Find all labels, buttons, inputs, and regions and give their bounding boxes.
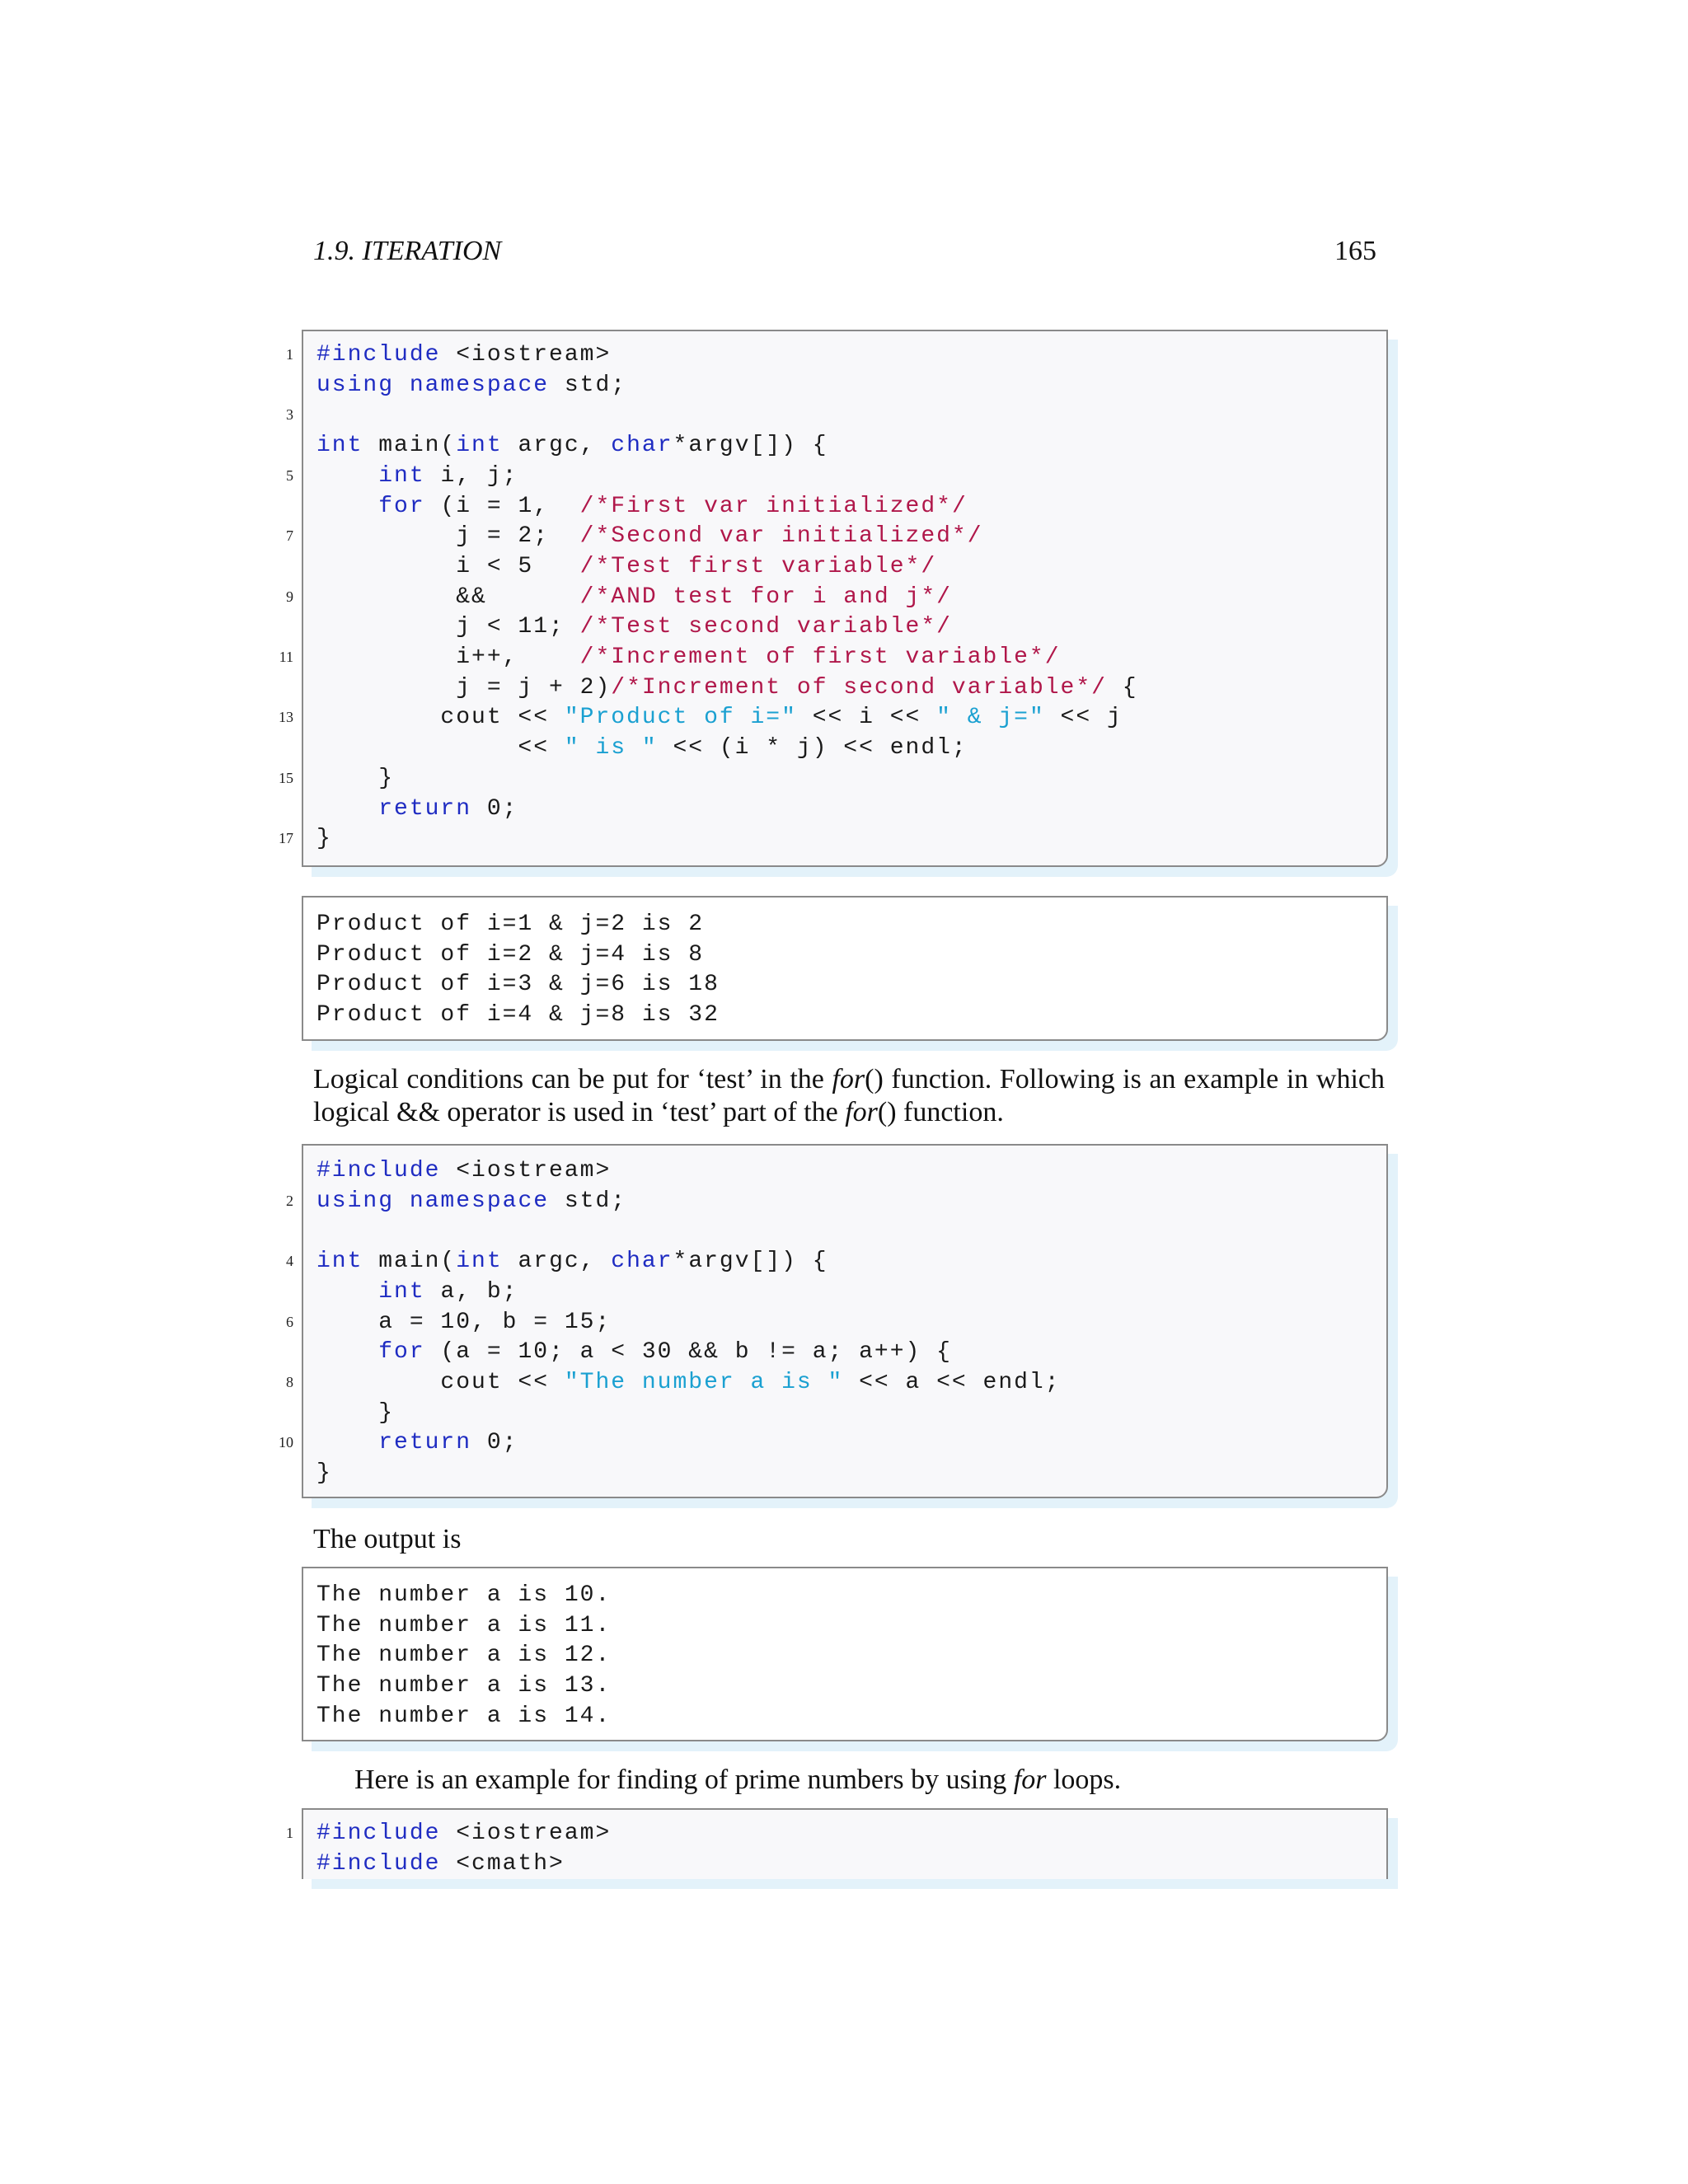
paragraph-text: () function. Following is an example in which logical && operator is used in ‘test’ part of the xyxy=(313,1064,1385,1127)
code-text: j < 11; xyxy=(316,614,580,640)
output-line: The number a is 11. xyxy=(316,1612,612,1638)
code-text: main( xyxy=(363,433,457,459)
paragraph-text: Logical conditions can be put for ‘test’ in the xyxy=(313,1064,832,1094)
output-line: Product of i=4 & j=8 is 32 xyxy=(316,1002,720,1029)
code-line xyxy=(316,551,936,582)
code-string: "The number a is " xyxy=(564,1369,844,1395)
code-text xyxy=(394,373,410,398)
emphasis-for: for xyxy=(832,1064,865,1094)
code-line xyxy=(316,1849,565,1879)
code-keyword: int xyxy=(378,1278,425,1305)
paragraph-prime-numbers xyxy=(354,1764,1385,1797)
emphasis-for: for xyxy=(1013,1765,1047,1795)
code-comment: /*Increment of second variable*/ xyxy=(611,674,1107,701)
code-text: (i = 1, xyxy=(424,493,580,519)
code-string: " & j=" xyxy=(936,705,1045,731)
code-line xyxy=(316,1307,611,1338)
code-line xyxy=(316,612,952,642)
code-line xyxy=(316,582,952,612)
code-keyword: int xyxy=(316,433,363,459)
code-keyword: char xyxy=(611,1249,673,1275)
code-text xyxy=(316,494,378,519)
code-text: 0; xyxy=(471,1430,518,1456)
code-line xyxy=(316,370,626,401)
code-keyword: #include xyxy=(316,1158,441,1183)
code-line xyxy=(316,1398,394,1428)
section-title: 1.9. ITERATION xyxy=(313,236,502,266)
line-number: 13 xyxy=(279,709,293,726)
code-text: << j xyxy=(1044,705,1123,731)
code-text: argc, xyxy=(502,1249,612,1275)
code-text: } xyxy=(316,826,332,852)
line-number: 10 xyxy=(279,1434,293,1451)
code-text: i++, xyxy=(316,644,580,670)
line-number: 4 xyxy=(286,1253,293,1270)
code-line xyxy=(316,673,1138,703)
code-text: << i << xyxy=(796,705,937,731)
code-text: cout << xyxy=(316,1369,565,1395)
code-line xyxy=(316,702,1123,733)
code-keyword: namespace xyxy=(409,1188,550,1214)
code-text: <iostream> xyxy=(440,342,612,368)
code-text: } xyxy=(316,765,395,791)
code-keyword: for xyxy=(378,1339,425,1366)
code-keyword: using xyxy=(316,1188,395,1214)
code-string: "Product of i=" xyxy=(564,705,797,731)
code-text: a, b; xyxy=(424,1278,518,1305)
output-line: The number a is 10. xyxy=(316,1582,612,1608)
code-line xyxy=(316,1246,828,1277)
code-line xyxy=(316,733,968,763)
line-number: 11 xyxy=(279,649,293,665)
code-keyword: return xyxy=(378,795,472,822)
code-text: argc, xyxy=(502,433,612,459)
running-header xyxy=(313,236,1376,274)
output-line: The number a is 13. xyxy=(316,1673,612,1699)
code-line xyxy=(316,642,1061,673)
code-keyword: namespace xyxy=(409,372,550,398)
code-text xyxy=(316,1430,378,1455)
code-line xyxy=(316,823,332,854)
code-text: a = 10, b = 15; xyxy=(316,1309,612,1335)
code-keyword: int xyxy=(378,462,425,489)
code-text xyxy=(316,796,378,822)
code-text: << a << endl; xyxy=(843,1369,1061,1395)
code-text xyxy=(394,1188,410,1214)
code-line xyxy=(316,340,611,370)
output-line: The number a is 14. xyxy=(316,1703,612,1729)
code-keyword: using xyxy=(316,372,395,398)
code-string: " is " xyxy=(564,735,658,762)
code-text: 0; xyxy=(471,795,518,822)
code-text xyxy=(316,1339,378,1365)
emphasis-for: for xyxy=(845,1097,878,1127)
line-number: 5 xyxy=(286,466,293,484)
code-keyword: #include xyxy=(316,1821,441,1846)
paragraph-text: () function. xyxy=(877,1097,1004,1127)
code-text: { xyxy=(1106,674,1138,701)
code-text: j = j + 2) xyxy=(316,674,612,701)
code-text: (a = 10; a < 30 && b != a; a++) { xyxy=(424,1339,952,1366)
paragraph-text: Here is an example for finding of prime numbers by using xyxy=(354,1765,1014,1795)
code-line xyxy=(316,491,968,522)
code-keyword: int xyxy=(316,1249,363,1275)
code-text: std; xyxy=(549,372,627,398)
code-keyword: int xyxy=(456,433,503,459)
code-text: *argv[]) { xyxy=(673,433,828,459)
code-line xyxy=(316,1458,332,1488)
line-number: 2 xyxy=(286,1192,293,1209)
code-text: *argv[]) { xyxy=(673,1249,828,1275)
code-comment: /*Increment of first variable*/ xyxy=(579,644,1061,670)
output-block-2 xyxy=(302,1567,1388,1741)
line-number: 3 xyxy=(286,406,293,424)
output-line: Product of i=3 & j=6 is 18 xyxy=(316,972,720,998)
code-line xyxy=(316,1155,611,1186)
line-number: 7 xyxy=(286,527,293,545)
code-keyword: #include xyxy=(316,1850,441,1877)
code-line xyxy=(316,1818,611,1849)
page-number: 165 xyxy=(1334,236,1376,266)
code-text: <cmath> xyxy=(440,1850,565,1877)
code-comment: /*Second var initialized*/ xyxy=(579,523,983,550)
paragraph-output-intro xyxy=(313,1523,1385,1556)
code-comment: /*First var initialized*/ xyxy=(579,493,968,519)
code-keyword: return xyxy=(378,1430,472,1456)
code-line xyxy=(316,461,518,491)
output-line: Product of i=1 & j=2 is 2 xyxy=(316,912,705,937)
line-number: 6 xyxy=(286,1313,293,1330)
code-text: main( xyxy=(363,1249,457,1275)
code-listing-2 xyxy=(302,1144,1388,1498)
code-line xyxy=(316,1337,952,1367)
code-text: std; xyxy=(549,1188,627,1214)
code-comment: /*Test first variable*/ xyxy=(579,553,937,579)
line-number: 8 xyxy=(286,1373,293,1390)
code-text: i < 5 xyxy=(316,553,580,579)
output-line: Product of i=2 & j=4 is 8 xyxy=(316,941,705,968)
code-keyword: char xyxy=(611,433,673,459)
code-text: cout << xyxy=(316,705,565,731)
code-text: <iostream> xyxy=(440,1158,612,1183)
code-keyword: int xyxy=(456,1249,503,1275)
code-keyword: for xyxy=(378,493,425,519)
code-line xyxy=(316,521,983,551)
code-line xyxy=(316,1277,518,1307)
code-text: << (i * j) << endl; xyxy=(657,735,968,762)
code-text xyxy=(316,463,378,489)
paragraph-text: loops. xyxy=(1046,1765,1122,1795)
code-line xyxy=(316,1367,1061,1398)
code-text: <iostream> xyxy=(440,1821,612,1846)
code-listing-3 xyxy=(302,1808,1388,1879)
line-number: 1 xyxy=(286,346,293,363)
code-text: i, j; xyxy=(424,462,518,489)
code-text xyxy=(316,1279,378,1305)
output-line: The number a is 12. xyxy=(316,1643,612,1669)
code-text: j = 2; xyxy=(316,523,580,550)
output-block-1 xyxy=(302,896,1388,1041)
code-line xyxy=(316,1427,518,1458)
code-line xyxy=(316,794,518,824)
code-keyword: #include xyxy=(316,342,441,368)
code-line xyxy=(316,430,828,461)
code-text: } xyxy=(316,1460,332,1486)
code-comment: /*Test second variable*/ xyxy=(579,614,952,640)
code-text: << xyxy=(316,735,565,762)
code-text: && xyxy=(316,583,580,610)
line-number: 1 xyxy=(286,1825,293,1841)
code-listing-1 xyxy=(302,330,1388,867)
code-line xyxy=(316,763,394,794)
paragraph-logical-conditions xyxy=(313,1063,1385,1129)
code-line xyxy=(316,1186,626,1216)
paragraph-text: The output is xyxy=(313,1524,462,1554)
line-number: 17 xyxy=(279,830,293,847)
code-comment: /*AND test for i and j*/ xyxy=(579,583,952,610)
line-number: 15 xyxy=(279,769,293,786)
code-text: } xyxy=(316,1399,395,1426)
line-number: 9 xyxy=(286,588,293,605)
